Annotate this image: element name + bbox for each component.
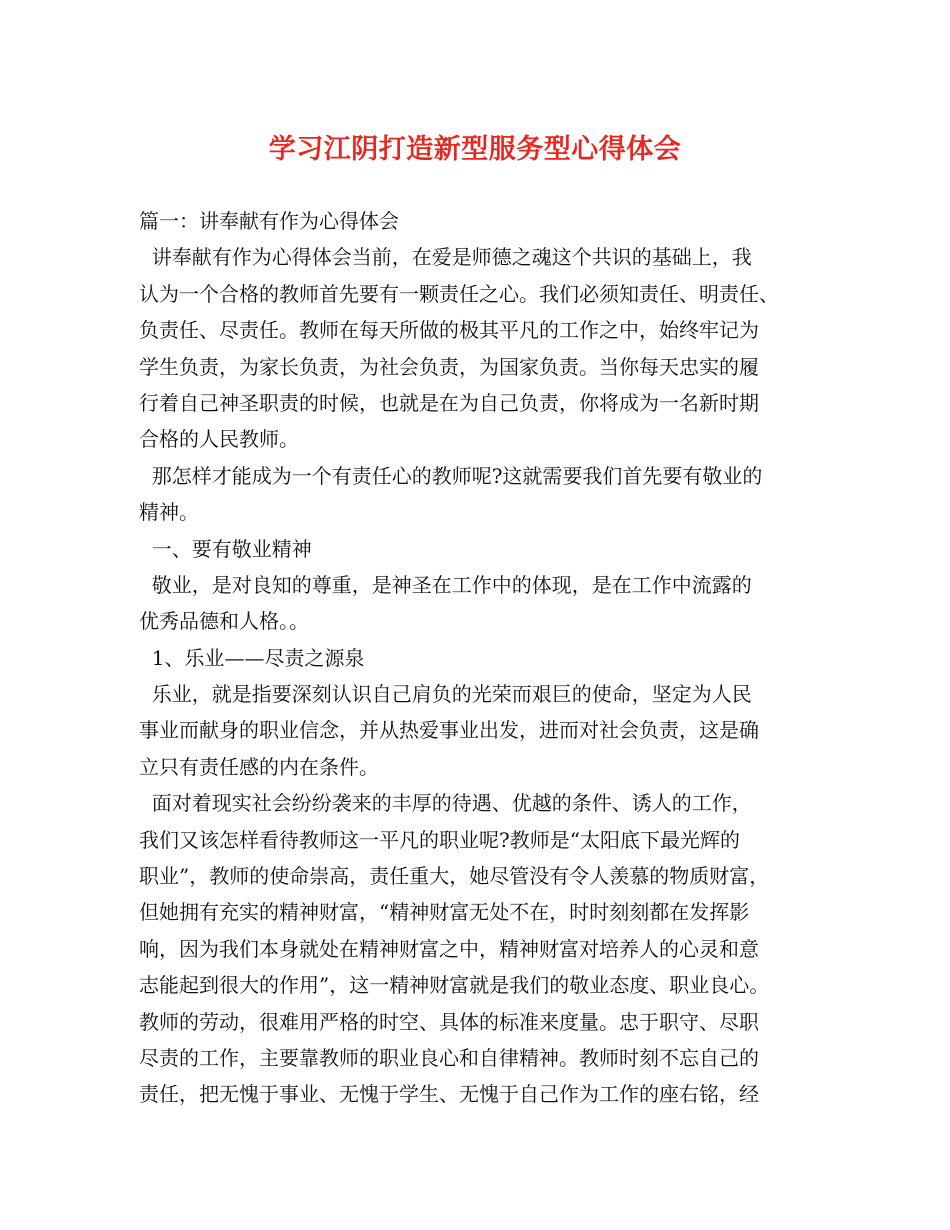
text-line: 篇一：讲奉献有作为心得体会 <box>139 209 399 233</box>
text-line: 事业而献身的职业信念，并从热爱事业出发，进而对社会负责，这是确 <box>139 718 759 743</box>
text-line: 学生负责，为家长负责，为社会负责，为国家负责。当你每天忠实的履 <box>139 354 759 379</box>
text-line: 责任，把无愧于事业、无愧于学生、无愧于自己作为工作的座右铭，经 <box>139 1082 759 1107</box>
text-line: 响，因为我们本身就处在精神财富之中，精神财富对培养人的心灵和意 <box>139 936 759 961</box>
text-line: 立只有责任感的内在条件。 <box>139 754 379 779</box>
text-line: 认为一个合格的教师首先要有一颗责任之心。我们必须知责任、明责任、 <box>139 281 779 306</box>
text-line: 职业”，教师的使命崇高，责任重大，她尽管没有令人羡慕的物质财富， <box>139 864 770 889</box>
text-line: 志能起到很大的作用”，这一精神财富就是我们的敬业态度、职业良心。 <box>139 973 770 998</box>
text-line: 面对着现实社会纷纷袭来的丰厚的待遇、优越的条件、诱人的工作， <box>139 791 752 816</box>
text-line: 负责任、尽责任。教师在每天所做的极其平凡的工作之中，始终牢记为 <box>139 318 759 343</box>
text-line: 那怎样才能成为一个有责任心的教师呢?这就需要我们首先要有敬业的 <box>139 463 763 488</box>
text-line: 敬业，是对良知的尊重，是神圣在工作中的体现，是在工作中流露的 <box>139 572 752 597</box>
text-line: 教师的劳动，很难用严格的时空、具体的标准来度量。忠于职守、尽职 <box>139 1009 759 1034</box>
text-line: 1、乐业——尽责之源泉 <box>139 645 365 670</box>
text-line: 合格的人民教师。 <box>139 427 299 452</box>
document-body <box>139 203 829 1113</box>
text-line: 一、要有敬业精神 <box>139 536 312 561</box>
document-title: 学习江阴打造新型服务型心得体会 <box>268 134 682 165</box>
text-line: 但她拥有充实的精神财富，“精神财富无处不在，时时刻刻都在发挥影 <box>139 900 750 925</box>
text-line: 我们又该怎样看待教师这一平凡的职业呢?教师是“太阳底下最光辉的 <box>139 827 740 852</box>
text-line: 行着自己神圣职责的时候，也就是在为自己负责，你将成为一名新时期 <box>139 390 759 415</box>
text-line: 尽责的工作，主要靠教师的职业良心和自律精神。教师时刻不忘自己的 <box>139 1045 759 1070</box>
text-line: 优秀品德和人格。。 <box>139 609 309 634</box>
text-line: 精神。 <box>139 500 199 525</box>
text-line: 乐业，就是指要深刻认识自己肩负的光荣而艰巨的使命，坚定为人民 <box>139 682 752 707</box>
text-line: 讲奉献有作为心得体会当前，在爱是师德之魂这个共识的基础上，我 <box>139 245 752 270</box>
